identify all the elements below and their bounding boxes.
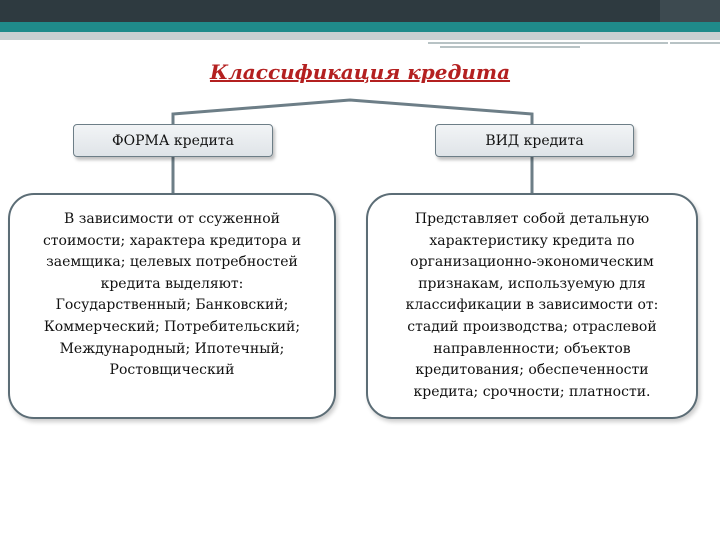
form-header-box: [73, 124, 273, 157]
type-detail-box: [366, 193, 698, 419]
type-detail-line: Представляет собой детальную: [414, 211, 650, 227]
diagram-title: Классификация кредита: [209, 60, 511, 84]
type-detail-line: направленности; объектов: [433, 340, 631, 357]
form-detail-line: заемщика; целевых потребностей: [46, 254, 298, 271]
form-detail-box: [8, 193, 336, 419]
type-header-box: [435, 124, 634, 157]
form-detail-line: кредита выделяют:: [100, 275, 244, 292]
form-detail-line: Международный; Ипотечный;: [59, 340, 285, 357]
form-detail-line: Коммерческий; Потребительский;: [43, 318, 301, 335]
type-detail-line: характеристику кредита по: [429, 232, 635, 249]
type-detail-line: классификации в зависимости от:: [405, 297, 659, 314]
form-detail-line: стоимости; характера кредитора и: [42, 232, 302, 249]
form-detail-line: Ростовщический: [109, 362, 235, 379]
type-detail-line: кредита; срочности; платности.: [413, 383, 651, 400]
type-header-label: ВИД кредита: [485, 132, 584, 149]
type-detail-line: признакам, используемую для: [418, 275, 646, 292]
root-connector: [173, 100, 532, 124]
form-header-label: ФОРМА кредита: [112, 132, 234, 149]
form-detail-line: Государственный; Банковский;: [55, 297, 289, 314]
type-detail-line: стадий производства; отраслевой: [407, 318, 657, 335]
type-detail-line: организационно-экономическим: [410, 254, 654, 271]
type-detail-line: кредитования; обеспеченности: [415, 362, 649, 379]
form-detail-line: В зависимости от ссуженной: [64, 211, 280, 227]
